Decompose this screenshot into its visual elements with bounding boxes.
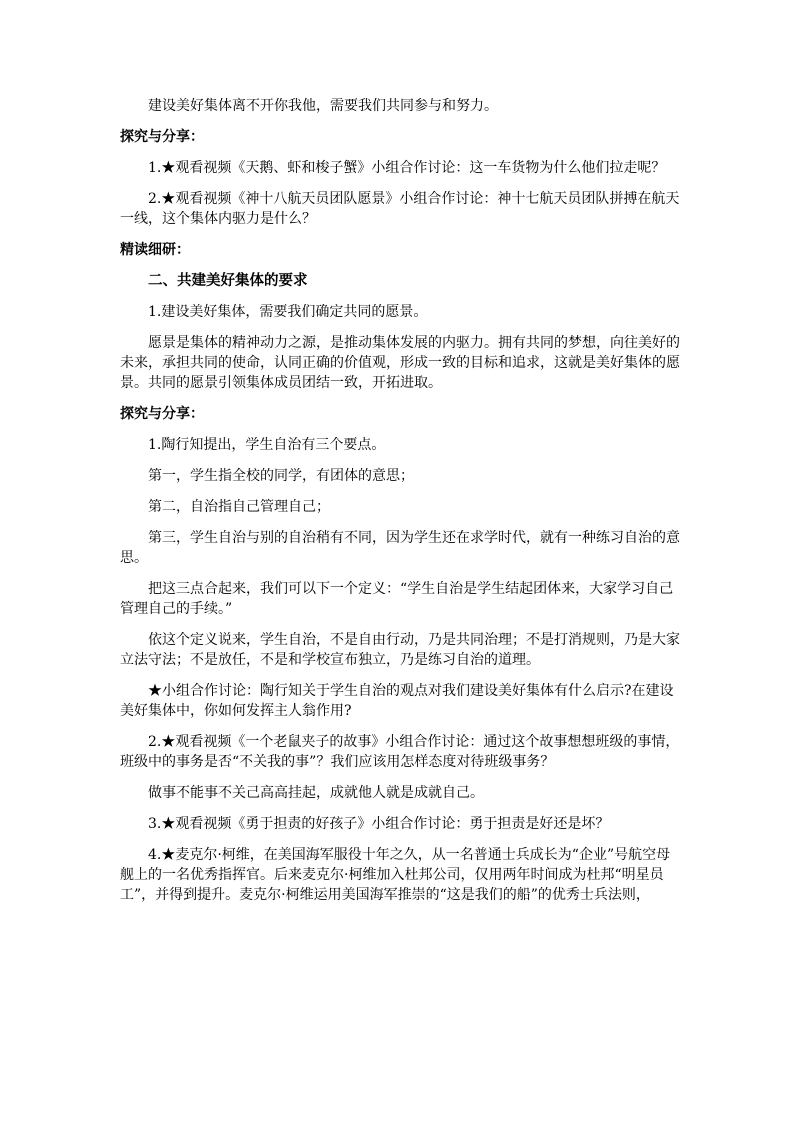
paragraph-tao-intro: 1.陶行知提出，学生自治有三个要点。 <box>148 437 386 453</box>
paragraph-explanation: 依这个定义说来，学生自治，不是自由行动，乃是共同治理；不是打消规则，乃是大家立法守法；不是放任，不是和学校宣布独立，乃是练习自治的道理。 <box>120 632 680 668</box>
paragraph-intro: 建设美好集体离不开你我他，需要我们共同参与和努力。 <box>148 98 498 114</box>
paragraph-item-2: 2.★观看视频《神十八航天员团队愿景》小组合作讨论：神十七航天员团队拼搏在航天一线，这个集体内驱力是什么？ <box>120 191 680 227</box>
document-page <box>120 96 680 916</box>
section-heading-explore: 探究与分享： <box>120 129 204 145</box>
paragraph-conclusion: 做事不能事不关己高高挂起，成就他人就是成就自己。 <box>148 785 484 801</box>
section-heading-explore-2: 探究与分享： <box>120 406 204 422</box>
section-heading-close-reading: 精读细研： <box>120 242 190 258</box>
paragraph-vision: 愿景是集体的精神动力之源，是推动集体发展的内驱力。拥有共同的梦想，向往美好的未来，承担共同的使命，认同正确的价值观，形成一致的目标和追求，这就是美好集体的愿景。共同的愿景引领集体成员团结一致，开拓进取。 <box>120 335 680 391</box>
paragraph-item-1: 1.★观看视频《天鹅、虾和梭子蟹》小组合作讨论：这一车货物为什么他们拉走呢？ <box>148 160 666 176</box>
section-title: 二、共建美好集体的要求 <box>148 272 308 289</box>
paragraph-first: 第一，学生指全校的同学，有团体的意思； <box>148 468 414 484</box>
paragraph-discussion: ★小组合作讨论：陶行知关于学生自治的观点对我们建设美好集体有什么启示?在建设美好集体中，你如何发挥主人翁作用? <box>120 683 674 719</box>
paragraph-third: 第三，学生自治与别的自治稍有不同，因为学生还在求学时代，就有一种练习自治的意思。 <box>120 530 680 566</box>
paragraph-second: 第二，自治指自己管理自己； <box>148 499 330 515</box>
paragraph-item-4: 4.★麦克尔·柯维，在美国海军服役十年之久，从一名普通士兵成长为“企业”号航空母舰上的一名优秀指挥官。后来麦克尔·柯维加入杜邦公司，仅用两年时间成为杜邦“明星员工”，并得到提升。麦克尔·柯维运用美国海军推崇的“这是我们的船”的优秀士兵法则， <box>120 847 671 903</box>
paragraph-point-1: 1.建设美好集体，需要我们确定共同的愿景。 <box>148 304 428 320</box>
paragraph-item-3: 3.★观看视频《勇于担责的好孩子》小组合作讨论：勇于担责是好还是坏？ <box>148 816 610 832</box>
paragraph-definition: 把这三点合起来，我们可以下一个定义：“学生自治是学生结起团体来，大家学习自己管理自己的手续。” <box>120 581 674 617</box>
paragraph-item-mousetrap: 2.★观看视频《一个老鼠夹子的故事》小组合作讨论：通过这个故事想想班级的事情，班级中的事务是否“不关我的事”？我们应该用怎样态度对待班级事务？ <box>120 734 680 770</box>
